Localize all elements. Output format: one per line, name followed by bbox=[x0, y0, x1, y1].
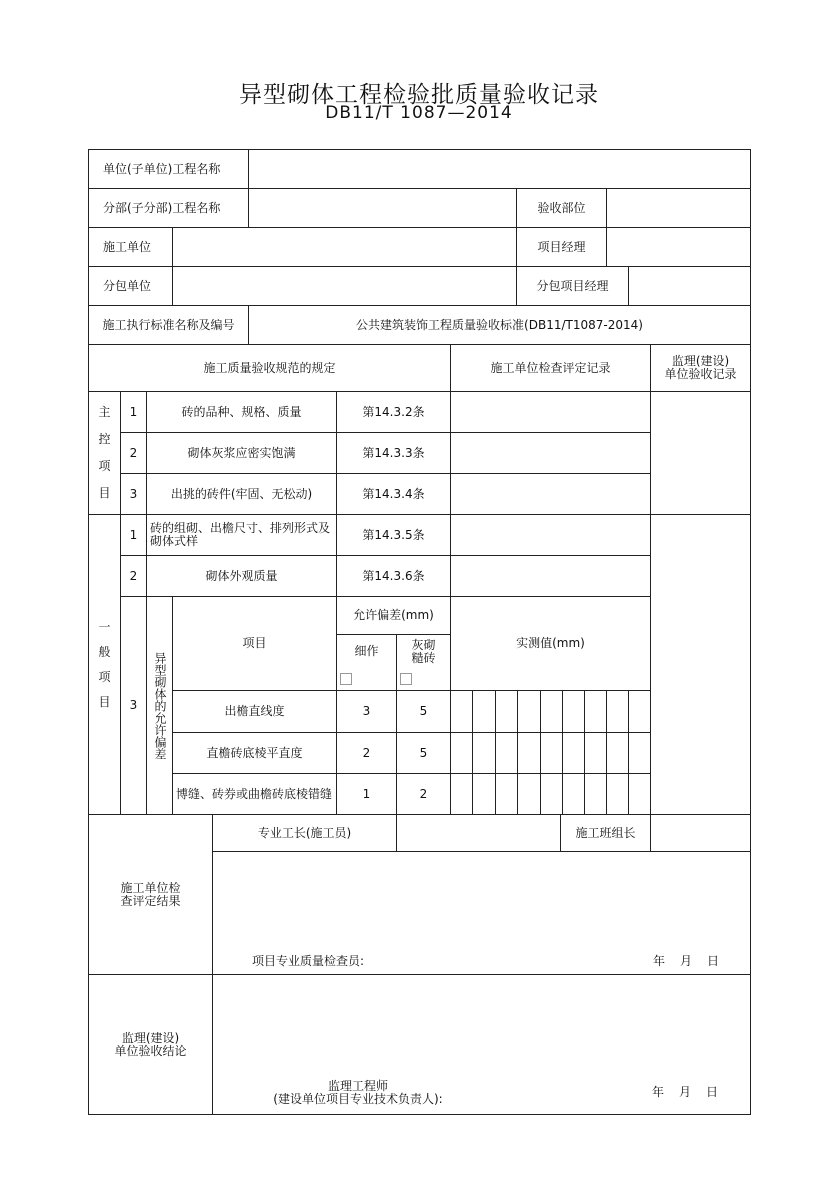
main-item-record[interactable] bbox=[450, 473, 651, 515]
measured-value-cell[interactable] bbox=[517, 732, 541, 775]
foreman-label: 专业工长(施工员) bbox=[212, 814, 397, 852]
tolerance-group-text: 异型砌体的允许偏差 bbox=[153, 651, 167, 760]
subcontract-unit-label: 分包单位 bbox=[88, 266, 173, 306]
measured-header: 实测值(mm) bbox=[450, 596, 651, 691]
measured-value-cell[interactable] bbox=[628, 690, 651, 733]
contractor-result-label bbox=[88, 814, 213, 975]
general-item-record[interactable] bbox=[450, 514, 651, 556]
team-leader-field[interactable] bbox=[650, 814, 751, 852]
unit-project-field[interactable] bbox=[248, 149, 751, 189]
contractor-record-header: 施工单位检查评定记录 bbox=[450, 344, 651, 392]
general-item-record[interactable] bbox=[450, 555, 651, 597]
main-item-desc: 砌体灰浆应密实饱满 bbox=[146, 432, 337, 474]
general-item-no: 1 bbox=[120, 514, 147, 556]
construction-unit-field[interactable] bbox=[172, 227, 517, 267]
tolerance-fine-value: 1 bbox=[336, 773, 397, 815]
general-item-desc: 砖的组砌、出檐尺寸、排列形式及砌体式样 bbox=[146, 514, 337, 556]
measured-value-cell[interactable] bbox=[562, 732, 585, 775]
measured-value-cell[interactable] bbox=[562, 690, 585, 733]
tolerance-fine-value: 3 bbox=[336, 690, 397, 733]
contractor-result-label-line2: 查评定结果 bbox=[120, 893, 181, 908]
measured-value-cell[interactable] bbox=[517, 690, 541, 733]
supervisor-result-label-line1: 监理(建设) bbox=[121, 1030, 180, 1045]
tolerance-group-label bbox=[146, 596, 173, 815]
measured-value-cell[interactable] bbox=[472, 690, 496, 733]
main-control-char: 目 bbox=[98, 486, 111, 500]
acceptance-part-label: 验收部位 bbox=[516, 188, 607, 228]
date-day: 日 bbox=[707, 954, 720, 968]
measured-value-cell[interactable] bbox=[584, 732, 607, 775]
main-item-desc: 出挑的砖件(牢固、无松动) bbox=[146, 473, 337, 515]
measured-value-cell[interactable] bbox=[450, 773, 473, 815]
measured-value-cell[interactable] bbox=[540, 773, 563, 815]
main-item-clause: 第14.3.4条 bbox=[336, 473, 451, 515]
main-item-desc: 砖的品种、规格、质量 bbox=[146, 391, 337, 433]
tolerance-fine-value: 2 bbox=[336, 732, 397, 775]
date-year: 年 bbox=[653, 954, 666, 968]
general-supervisor-record[interactable] bbox=[650, 514, 751, 815]
general-char: 目 bbox=[98, 694, 111, 709]
subcontract-manager-label: 分包项目经理 bbox=[516, 266, 629, 306]
measured-value-cell[interactable] bbox=[495, 690, 518, 733]
date-month: 月 bbox=[679, 1085, 692, 1099]
supervisor-record-header-line2: 单位验收记录 bbox=[664, 367, 737, 381]
project-manager-field[interactable] bbox=[606, 227, 751, 267]
general-char: 一 bbox=[98, 619, 111, 634]
tolerance-rough-value: 2 bbox=[396, 773, 451, 815]
supervisor-result-label bbox=[88, 974, 213, 1115]
measured-value-cell[interactable] bbox=[540, 732, 563, 775]
contractor-result-label-line1: 施工单位检 bbox=[120, 880, 181, 895]
unit-project-label: 单位(子单位)工程名称 bbox=[88, 149, 249, 189]
date-day: 日 bbox=[706, 1085, 719, 1099]
main-item-no: 1 bbox=[120, 391, 147, 433]
project-manager-label: 项目经理 bbox=[516, 227, 607, 267]
subcontract-unit-field[interactable] bbox=[172, 266, 517, 306]
checkbox-rough[interactable] bbox=[400, 673, 412, 685]
checkbox-fine[interactable] bbox=[340, 673, 352, 685]
measured-value-cell[interactable] bbox=[450, 690, 473, 733]
engineer-label-line1: 监理工程师 bbox=[327, 1079, 388, 1093]
tolerance-item-desc: 直檐砖底棱平直度 bbox=[172, 732, 337, 775]
date-year: 年 bbox=[652, 1085, 665, 1099]
measured-value-cell[interactable] bbox=[495, 773, 518, 815]
measured-value-cell[interactable] bbox=[584, 773, 607, 815]
measured-value-cell[interactable] bbox=[517, 773, 541, 815]
sub-project-field[interactable] bbox=[248, 188, 517, 228]
general-char: 项 bbox=[98, 669, 111, 684]
form-title: 异型砌体工程检验批质量验收记录 bbox=[239, 82, 599, 108]
measured-value-cell[interactable] bbox=[606, 773, 629, 815]
general-item-no: 3 bbox=[120, 596, 147, 815]
measured-value-cell[interactable] bbox=[628, 732, 651, 775]
general-label bbox=[88, 514, 121, 815]
general-char: 般 bbox=[98, 644, 111, 659]
general-item-clause: 第14.3.6条 bbox=[336, 555, 451, 597]
tolerance-item-desc: 博缝、砖券或曲檐砖底棱错缝 bbox=[172, 773, 337, 815]
engineer-label-line2: (建设单位项目专业技术负责人): bbox=[273, 1092, 443, 1106]
measured-value-cell[interactable] bbox=[606, 690, 629, 733]
measured-value-cell[interactable] bbox=[540, 690, 563, 733]
measured-value-cell[interactable] bbox=[472, 773, 496, 815]
measured-value-cell[interactable] bbox=[450, 732, 473, 775]
standard-label: 施工执行标准名称及编号 bbox=[88, 305, 249, 345]
tolerance-item-desc: 出檐直线度 bbox=[172, 690, 337, 733]
tolerance-header: 允许偏差(mm) bbox=[336, 596, 451, 635]
main-item-no: 3 bbox=[120, 473, 147, 515]
main-item-clause: 第14.3.3条 bbox=[336, 432, 451, 474]
measured-value-cell[interactable] bbox=[562, 773, 585, 815]
date-month: 月 bbox=[680, 954, 693, 968]
sub-project-label: 分部(子分部)工程名称 bbox=[88, 188, 249, 228]
measured-value-cell[interactable] bbox=[584, 690, 607, 733]
main-control-char: 控 bbox=[98, 432, 111, 446]
col-fine-header: 细作 bbox=[336, 634, 397, 691]
supervisor-result-label-line2: 单位验收结论 bbox=[114, 1043, 187, 1058]
item-header: 项目 bbox=[172, 596, 337, 691]
standard-value[interactable]: 公共建筑装饰工程质量验收标准(DB11/T1087-2014) bbox=[248, 305, 751, 345]
main-item-clause: 第14.3.2条 bbox=[336, 391, 451, 433]
supervisor-record-header bbox=[650, 344, 751, 392]
team-leader-label: 施工班组长 bbox=[560, 814, 651, 852]
engineer-label bbox=[258, 1080, 458, 1106]
subcontract-manager-field[interactable] bbox=[628, 266, 751, 306]
acceptance-part-field[interactable] bbox=[606, 188, 751, 228]
measured-value-cell[interactable] bbox=[495, 732, 518, 775]
general-item-no: 2 bbox=[120, 555, 147, 597]
measured-value-cell[interactable] bbox=[606, 732, 629, 775]
inspector-label: 项目专业质量检查员: bbox=[252, 954, 365, 968]
foreman-field[interactable] bbox=[396, 814, 561, 852]
tolerance-rough-value: 5 bbox=[396, 732, 451, 775]
main-item-record[interactable] bbox=[450, 432, 651, 474]
measured-value-cell[interactable] bbox=[628, 773, 651, 815]
main-control-supervisor-record[interactable] bbox=[650, 391, 751, 515]
main-item-no: 2 bbox=[120, 432, 147, 474]
general-item-desc: 砌体外观质量 bbox=[146, 555, 337, 597]
measured-value-cell[interactable] bbox=[472, 732, 496, 775]
tolerance-rough-value: 5 bbox=[396, 690, 451, 733]
standard-code: DB11/T 1087—2014 bbox=[325, 103, 513, 123]
general-item-clause: 第14.3.5条 bbox=[336, 514, 451, 556]
main-control-char: 项 bbox=[98, 459, 111, 473]
construction-unit-label: 施工单位 bbox=[88, 227, 173, 267]
supervisor-record-header-line1: 监理(建设) bbox=[671, 354, 730, 368]
main-control-char: 主 bbox=[98, 405, 111, 419]
col-rough-text: 灰砌糙砖 bbox=[411, 638, 436, 665]
main-control-label bbox=[88, 391, 121, 515]
spec-header: 施工质量验收规范的规定 bbox=[88, 344, 451, 392]
main-item-record[interactable] bbox=[450, 391, 651, 433]
